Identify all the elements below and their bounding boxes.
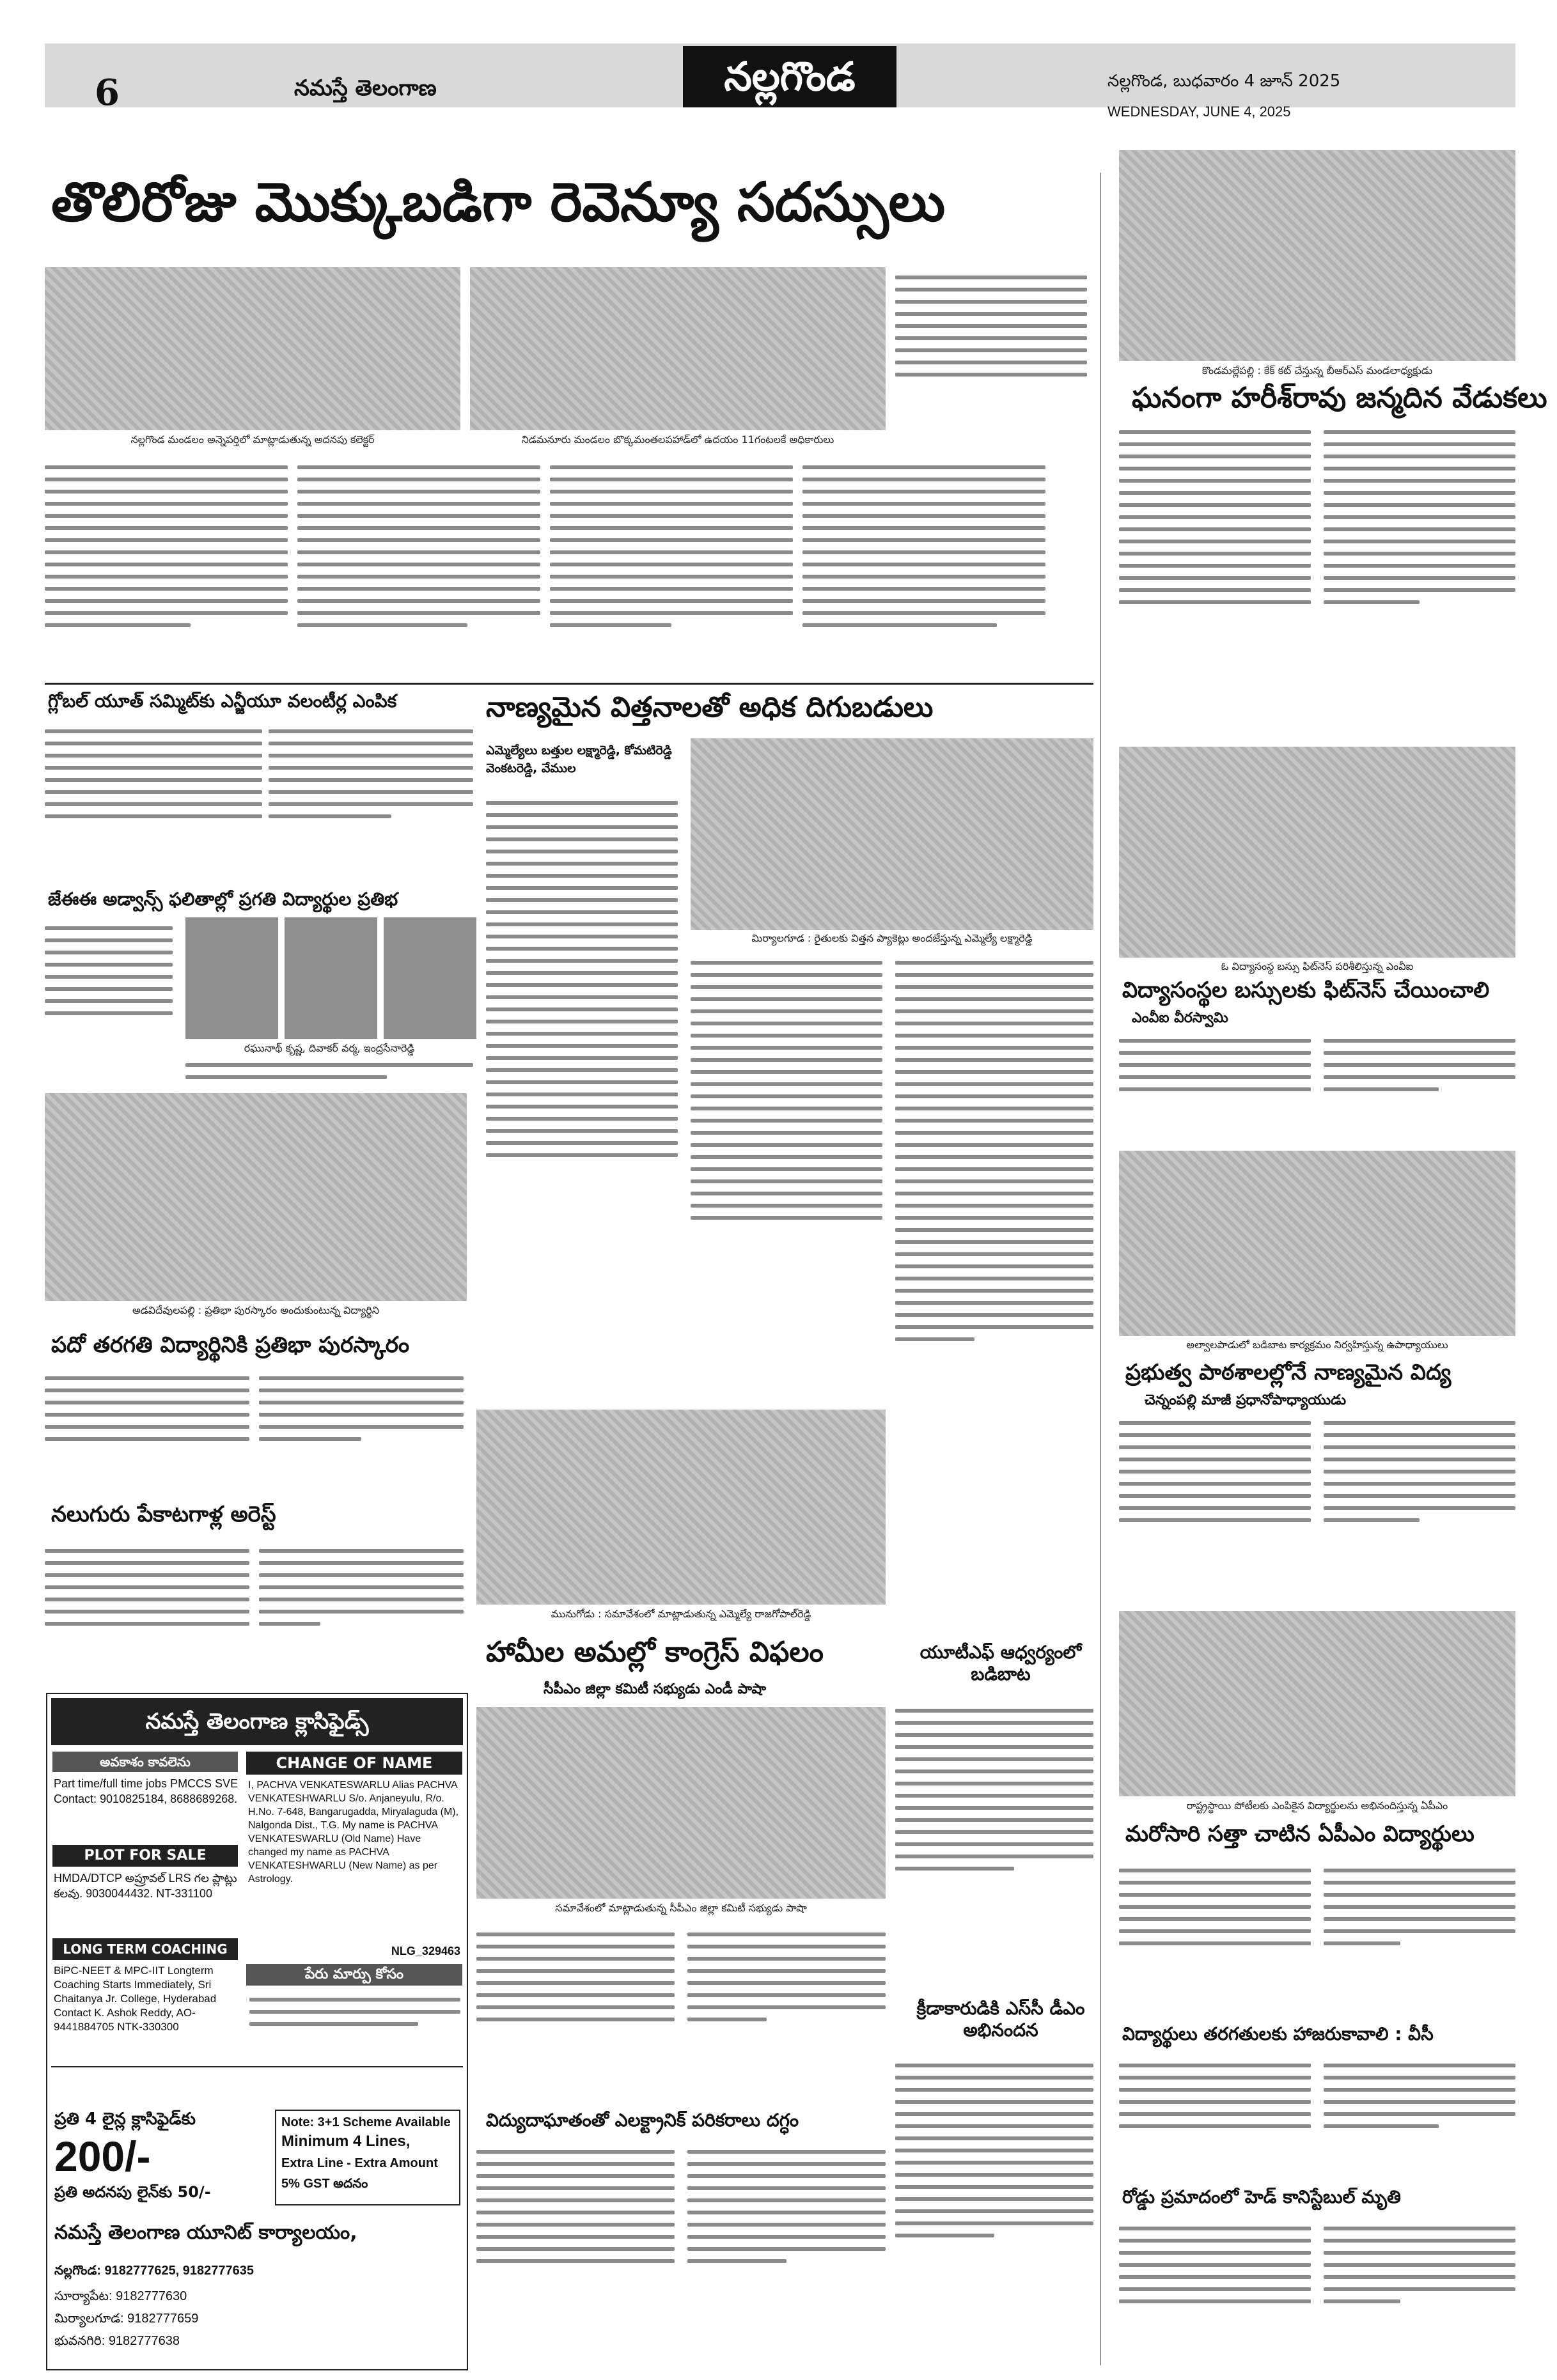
- apm-caption: రాష్ట్రస్థాయి పోటీలకు ఎంపికైన విద్యార్థులను అభినందిస్తున్న ఏపీఎం: [1186, 1800, 1448, 1812]
- classifieds-rule: [51, 2066, 463, 2067]
- section-rule: [45, 683, 1093, 685]
- lead-headline: తొలిరోజు మొక్కుబడిగా రెవెన్యూ సదస్సులు: [51, 171, 946, 233]
- rate-price: 200/-: [54, 2133, 151, 2180]
- birthday-headline: ఘనంగా హరీశ్‌రావు జన్మదిన వేడుకలు: [1132, 382, 1547, 414]
- seeds-byline: ఎమ్మెల్యేలు బత్తుల లక్ష్మారెడ్డి, కోమటిరెడ్డి వెంకటరెడ్డి, వేముల: [486, 743, 672, 775]
- rate-gst: 5% GST అదనం: [281, 2177, 368, 2191]
- seeds-caption-2: మునుగోడు : సమావేశంలో మాట్లాడుతున్న ఎమ్మెల్యే రాజగోపాల్‌రెడ్డి: [551, 1608, 811, 1620]
- apm-body-1: [1119, 1860, 1311, 2014]
- jee-body-2: [185, 1055, 473, 1093]
- students-body-1: [1119, 2055, 1311, 2183]
- office-phone-2: సూర్యాపేట: 9182777630: [54, 2289, 187, 2303]
- congress-photo: [476, 1707, 886, 1899]
- bus-caption: ఓ విద్యాసంస్థ బస్సు ఫిట్‌నెస్ పరిశీలిస్తున్న ఎంవీఐ: [1221, 960, 1414, 972]
- school-body-1: [1119, 1413, 1311, 1605]
- student-photo-2: [285, 917, 377, 1039]
- lead-caption-2: నిడమనూరు మండలం బొక్కమంతలపహాడ్‌లో ఉదయం 11గంటలకే అధికారులు: [521, 433, 834, 446]
- lead-body-col-3: [550, 457, 793, 681]
- page-number: 6: [95, 72, 120, 114]
- bus-photo: [1119, 747, 1515, 958]
- arrest-body-1: [45, 1541, 249, 1688]
- congress-body-1: [476, 1924, 675, 2103]
- bus-body-1: [1119, 1031, 1311, 1146]
- school-photo: [1119, 1151, 1515, 1336]
- plot-header: PLOT FOR SALE: [52, 1845, 238, 1867]
- arrest-headline: నలుగురు పేకాటగాళ్ల అరెస్ట్: [51, 1502, 276, 1527]
- students-body-2: [1324, 2055, 1515, 2183]
- jee-caption: ర‌ఘునాథ్ కృష్ణ, దివాకర్ వర్మ, ఇంద్రసేనారెడ్డి: [244, 1042, 415, 1054]
- congress-caption: సమావేశంలో మాట్లాడుతున్న సీపీఎం జిల్లా కమిటీ సభ్యుడు పాషా: [555, 1902, 807, 1914]
- bus-body-2: [1324, 1031, 1515, 1146]
- column-divider: [1100, 173, 1101, 2365]
- dateline-english: WEDNESDAY, JUNE 4, 2025: [1107, 104, 1291, 120]
- lead-caption-1: నల్లగొండ మండలం అన్నెపర్తిలో మాట్లాడుతున్న అదనపు కలెక్టర్: [130, 433, 375, 446]
- student-photo-1: [185, 917, 278, 1039]
- lead-body-col-5: [895, 267, 1087, 456]
- lead-photo-1: [45, 267, 460, 430]
- rate-title: ప్రతి 4 లైన్ల క్లాసిఫైడ్‌కు: [54, 2110, 196, 2129]
- jee-body: [45, 918, 173, 1084]
- name-change-header: CHANGE OF NAME: [246, 1752, 462, 1775]
- dateline-telugu: నల్లగొండ, బుధవారం 4 జూన్ 2025: [1107, 72, 1341, 91]
- arrest-body-2: [259, 1541, 464, 1688]
- youth-headline: గ్లోబల్ యూత్ సమ్మిట్‌కు ఎన్జీయూ వలంటీర్ల ఎంపిక: [48, 690, 397, 712]
- utf-headline: యూటీఎఫ్ ఆధ్వర్యంలో బడిబాట: [919, 1642, 1082, 1684]
- coaching-header: LONG TERM COACHING: [52, 1938, 238, 1960]
- district-title: నల్లగొండ: [683, 46, 896, 107]
- electronics-headline: విద్యుదాఘాతంతో ఎలక్ట్రానిక్ పరికరాలు దగ్ధం: [486, 2110, 799, 2131]
- birthday-photo: [1119, 150, 1515, 361]
- sports-body: [895, 2055, 1093, 2368]
- tenth-body-1: [45, 1368, 249, 1496]
- lead-photo-2: [470, 267, 886, 430]
- bus-byline: ఎంవీఐ వీరస్వామి: [1132, 1010, 1228, 1026]
- accident-headline: రోడ్డు ప్రమాదంలో హెడ్ కానిస్టేబుల్ మృతి: [1122, 2186, 1401, 2207]
- seeds-body-2: [691, 953, 882, 1400]
- apm-photo: [1119, 1611, 1515, 1796]
- name-change-te-body: [249, 1989, 460, 2060]
- congress-byline: సీపీఎం జిల్లా కమిటీ సభ్యుడు ఎండీ పాషా: [544, 1681, 767, 1697]
- birthday-caption: కొండమల్లేపల్లి : కేక్ కట్ చేస్తున్న బీఆర్ఎస్ మండలాధ్యక్షుడు: [1201, 364, 1433, 377]
- seeds-caption-1: మిర్యాలగూడ : రైతులకు విత్తన ప్యాకెట్లు అందజేస్తున్న ఎమ్మెల్యే లక్ష్మారెడ్డి: [751, 932, 1033, 944]
- youth-body-1: [45, 721, 262, 887]
- utf-body: [895, 1700, 1093, 1995]
- lead-body-col-1: [45, 457, 288, 681]
- electronics-body-2: [687, 2142, 886, 2365]
- rate-min-lines: Minimum 4 Lines,: [281, 2133, 411, 2150]
- seeds-body-3: [895, 953, 1093, 1598]
- paper-name: నమస్తే తెలంగాణ: [294, 75, 437, 101]
- accident-body-1: [1119, 2218, 1311, 2368]
- birthday-body-1: [1119, 422, 1311, 722]
- apm-headline: మరోసారి సత్తా చాటిన ఏపీఎం విద్యార్థులు: [1125, 1821, 1475, 1847]
- name-change-te-header: పేరు మార్పు కోసం: [246, 1964, 462, 1986]
- office-phone-4: భువనగిరి: 9182777638: [54, 2334, 180, 2348]
- coaching-text: BiPC-NEET & MPC-IIT Longterm Coaching Starts Immediately, Sri Chaitanya Jr. College, Hyderabad Contact K. Ashok Reddy, AO-9441884705 NTK-330300: [54, 1964, 217, 2033]
- seeds-body-1: [486, 793, 678, 1400]
- seeds-photo: [691, 738, 1093, 930]
- rate-note: Note: 3+1 Scheme Available: [281, 2115, 451, 2129]
- congress-body-2: [687, 1924, 886, 2103]
- congress-headline: హామీల అమల్లో కాంగ్రెస్ విఫలం: [486, 1636, 824, 1668]
- seeds-headline: నాణ్యమైన విత్తనాలతో అధిక దిగుబడులు: [486, 691, 934, 724]
- name-change-text: I, PACHVA VENKATESWARLU Alias PACHVA VENKATESHWARLU S/o. Anjaneyulu, R/o. H.No. 7-648, Bangarugadda, Miryalaguda (M), Nalgonda Dist., T.G. My name is PACHVA VENKATESWARLU (Old Name) Have changed my name as PACHVA VENKATESHWARLU (New Name) as per Astrology.: [248, 1780, 459, 1885]
- lead-body-col-2: [297, 457, 540, 681]
- birthday-body-2: [1324, 422, 1515, 722]
- wanted-text: Part time/full time jobs PMCCS SVE Contact: 9010825184, 8688689268.: [54, 1777, 239, 1805]
- office-phone-3: మిర్యాలగూడ: 9182777659: [54, 2312, 199, 2326]
- wanted-header: అవకాశం కావలెను: [52, 1752, 238, 1772]
- tenth-caption: అడవిదేవులపల్లి : ప్రతిభా పురస్కారం అందుకుంటున్న విద్యార్థిని: [132, 1304, 380, 1316]
- electronics-body-1: [476, 2142, 675, 2365]
- rate-extra: ప్రతి అదనపు లైన్‌కు 50/-: [54, 2183, 211, 2201]
- plot-text: HMDA/DTCP అప్రూవల్ LRS గల ప్లాట్లు కలవు. 9030044432. NT-331100: [54, 1872, 237, 1900]
- school-caption: అల్వాలపాడులో బడిబాట కార్యక్రమం నిర్వహిస్తున్న ఉపాధ్యాయులు: [1186, 1339, 1448, 1351]
- name-change-ref: NLG_329463: [391, 1945, 460, 1957]
- tenth-photo: [45, 1093, 467, 1301]
- rate-extra-line: Extra Line - Extra Amount: [281, 2156, 438, 2170]
- school-byline: చెన్నంపల్లి మాజీ ప్రధానోపాధ్యాయుడు: [1145, 1392, 1347, 1408]
- jee-headline: జేఈఈ అడ్వాన్స్ ఫలితాల్లో ప్రగతి విద్యార్థుల ప్రతిభ: [48, 889, 398, 910]
- classifieds-brand: నమస్తే తెలంగాణ క్లాసిఫైడ్స్: [51, 1698, 463, 1745]
- tenth-body-2: [259, 1368, 464, 1496]
- office-title: నమస్తే తెలంగాణ యూనిట్ కార్యాలయం,: [54, 2221, 357, 2244]
- school-body-2: [1324, 1413, 1515, 1605]
- apm-body-2: [1324, 1860, 1515, 2014]
- office-phone-1: నల్లగొండ: 9182777625, 9182777635: [54, 2264, 254, 2278]
- student-photo-3: [384, 917, 476, 1039]
- sports-headline: క్రీడాకారుడికి ఎస్‌సీ డీఎం అభినందన: [916, 1998, 1085, 2041]
- accident-body-2: [1324, 2218, 1515, 2368]
- munugode-photo: [476, 1410, 886, 1605]
- tenth-headline: పదో తరగతి విద్యార్థినికి ప్రతిభా పురస్కారం: [51, 1332, 410, 1358]
- students-headline: విద్యార్థులు తరగతులకు హాజరుకావాలి : వీసీ: [1122, 2023, 1434, 2044]
- youth-body-2: [269, 721, 473, 887]
- lead-body-col-4: [802, 457, 1045, 681]
- bus-headline: విద్యాసంస్థల బస్సులకు ఫిట్‌నెస్ చేయించాలి: [1122, 977, 1490, 1003]
- school-headline: ప్రభుత్వ పాఠశాలల్లోనే నాణ్యమైన విద్య: [1125, 1360, 1451, 1385]
